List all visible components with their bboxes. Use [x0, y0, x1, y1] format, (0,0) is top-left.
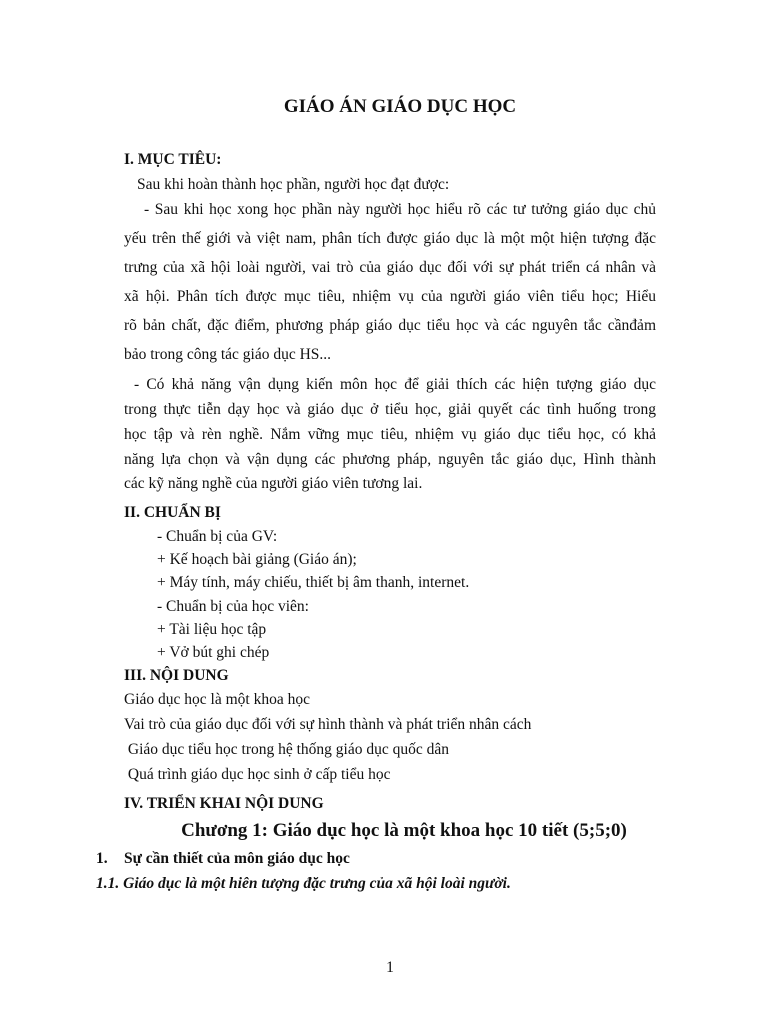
objectives-paragraph-line: bảo trong công tác giáo dục HS...	[124, 346, 332, 363]
skills-paragraph-line: năng lựa chọn và vận dụng các phương pháp, nguyên tắc giáo dục, Hình thành	[124, 451, 656, 468]
objectives-intro: Sau khi hoàn thành học phần, người học đạt được:	[137, 176, 450, 193]
prep-item: + Máy tính, máy chiếu, thiết bị âm thanh, internet.	[157, 574, 470, 591]
objectives-paragraph-line: xã hội. Phân tích được mục tiêu, nhiệm vụ của người giáo viên tiểu học; Hiểu	[124, 288, 656, 305]
section-heading-content: III. NỘI DUNG	[124, 667, 229, 684]
objectives-paragraph-line: trưng của xã hội loài người, vai trò của giáo dục đối với sự phát triển cá nhân và	[124, 259, 656, 276]
section-heading-preparation: II. CHUẨN BỊ	[124, 504, 221, 521]
objectives-paragraph-line: - Sau khi học xong học phần này người học hiểu rõ các tư tưởng giáo dục chủ	[144, 201, 656, 218]
prep-item: + Kế hoạch bài giảng (Giáo án);	[157, 551, 357, 568]
document-title: GIÁO ÁN GIÁO DỤC HỌC	[283, 96, 517, 117]
content-item: Quá trình giáo dục học sinh ở cấp tiểu học	[124, 766, 391, 783]
skills-paragraph-line: trong thực tiễn dạy học và giáo dục ở tiểu học, giải quyết các tình huống trong	[124, 401, 656, 418]
content-item: Giáo dục tiểu học trong hệ thống giáo dục quốc dân	[124, 741, 449, 758]
section-heading-objectives: I. MỤC TIÊU:	[124, 151, 222, 168]
content-item: Vai trò của giáo dục đối với sự hình thành và phát triển nhân cách	[124, 716, 532, 733]
objectives-paragraph-line: rõ bản chất, đặc điểm, phương pháp giáo dục tiểu học và các nguyên tắc cầnđảm	[124, 317, 656, 334]
section-heading-implementation: IV. TRIỂN KHAI NỘI DUNG	[124, 795, 324, 812]
skills-paragraph-line: - Có khả năng vận dụng kiến môn học để giải thích các hiện tượng giáo dục	[134, 376, 656, 393]
page-number: 1	[386, 959, 394, 976]
content-item: Giáo dục học là một khoa học	[124, 691, 310, 708]
prep-item: - Chuẩn bị của GV:	[157, 528, 278, 545]
item-heading: Sự cần thiết của môn giáo dục học	[124, 850, 350, 867]
chapter-heading: Chương 1: Giáo dục học là một khoa học 10 tiết (5;5;0)	[181, 820, 627, 841]
subitem-heading: 1.1. Giáo dục là một hiên tượng đặc trưng của xã hội loài người.	[96, 875, 511, 892]
prep-item: + Vở bút ghi chép	[157, 644, 270, 661]
skills-paragraph-line: học tập và rèn nghề. Nắm vững mục tiêu, nhiệm vụ giáo dục tiểu học, có khả	[124, 426, 656, 443]
item-number: 1.	[96, 850, 108, 867]
prep-item: - Chuẩn bị của học viên:	[157, 598, 309, 615]
objectives-paragraph-line: yếu trên thế giới và việt nam, phân tích được giáo dục là một một hiện tượng đặc	[124, 230, 656, 247]
prep-item: + Tài liệu học tập	[157, 621, 267, 638]
skills-paragraph-line: các kỹ năng nghề của người giáo viên tương lai.	[124, 475, 423, 492]
